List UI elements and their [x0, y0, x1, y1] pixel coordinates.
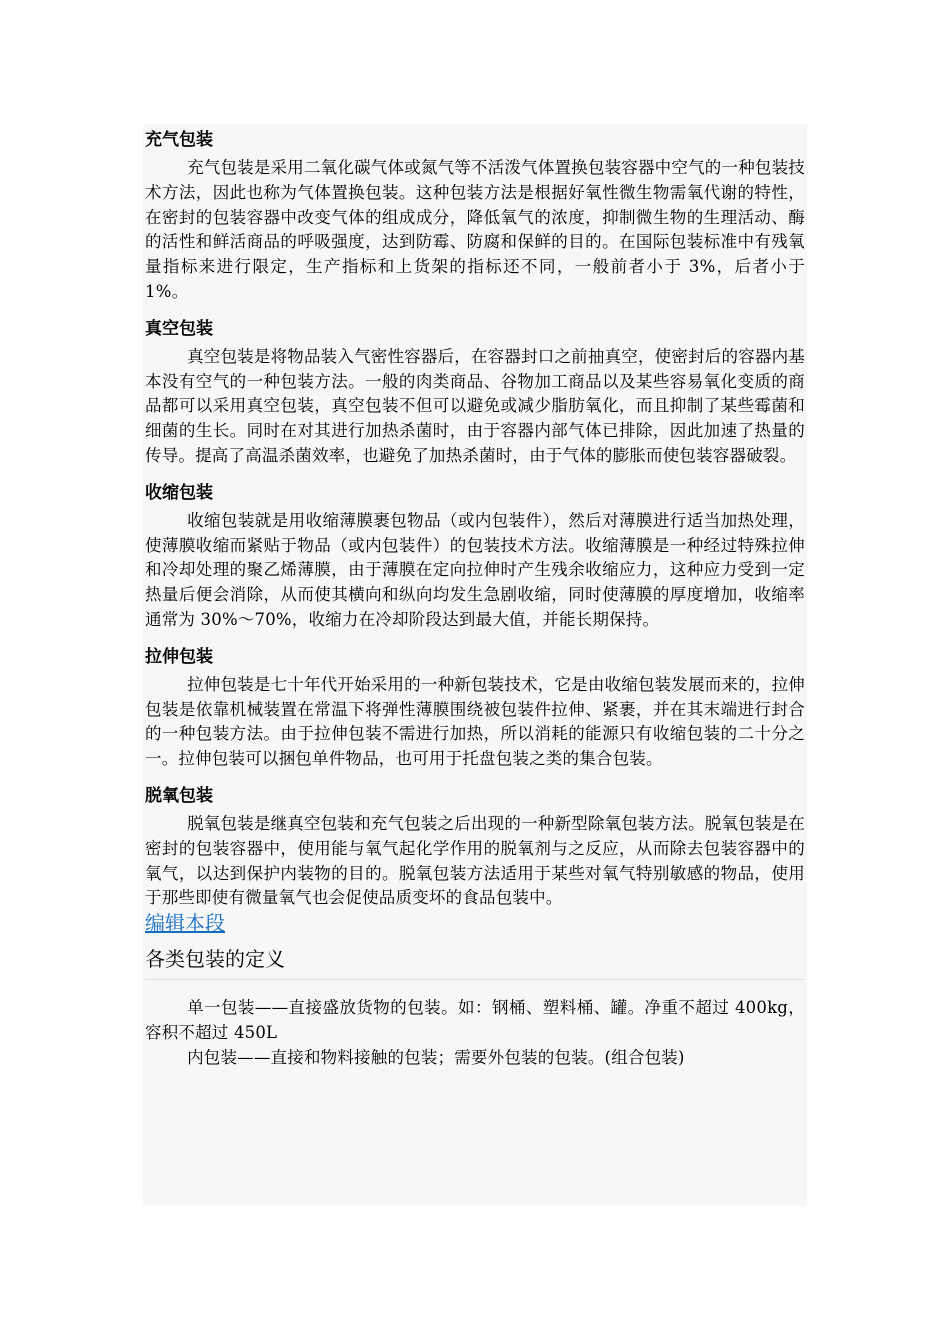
section-heading: 脱氧包装 [145, 785, 213, 806]
section-paragraph: 拉伸包装是七十年代开始采用的一种新包装技术，它是由收缩包装发展而来的，拉伸包装是依靠机械装置在常温下将弹性薄膜围绕被包装件拉伸、紧裹，并在其末端进行封合的一种包装方法。由于拉伸包装不需进行加热，所以消耗的能源只有收缩包装的二十分之一。拉伸包装可以捆包单件物品，也可用于托盘包装之类的集合包装。 [145, 674, 805, 769]
article-content [145, 124, 805, 1071]
section-heading: 充气包装 [145, 130, 213, 150]
section-heading: 收缩包装 [145, 482, 213, 503]
section-paragraph: 脱氧包装是继真空包装和充气包装之后出现的一种新型除氧包装方法。脱氧包装是在密封的包装容器中，使用能与氧气起化学作用的脱氧剂与之反应，从而除去包装容器中的氧气，以达到保护内装物的目的。脱氧包装方法适用于某些对氧气特别敏感的物品，使用于那些即使有微量氧气也会促使品质变坏的食品包装中。 [145, 813, 805, 908]
definitions-list [145, 996, 805, 1070]
section-vacuum [145, 317, 805, 469]
section-paragraph: 收缩包装就是用收缩薄膜裹包物品（或内包装件），然后对薄膜进行适当加热处理，使薄膜收缩而紧贴于物品（或内包装件）的包装技术方法。收缩薄膜是一种经过特殊拉伸和冷却处理的聚乙烯薄膜，由于薄膜在定向拉伸时产生残余收缩应力，这种应力受到一定热量后便会消除，从而使其横向和纵向均发生急剧收缩，同时使薄膜的厚度增加，收缩率通常为 30%～70%，收缩力在冷却阶段达到最大值，并能长期保持。 [145, 510, 805, 629]
edit-section-link[interactable]: 编辑本段 [145, 911, 225, 936]
section-paragraph: 充气包装是采用二氧化碳气体或氮气等不活泼气体置换包装容器中空气的一种包装技术方法，因此也称为气体置换包装。这种包装方法是根据好氧性微生物需氧代谢的特性，在密封的包装容器中改变气体的组成成分，降低氧气的浓度，抑制微生物的生理活动、酶的活性和鲜活商品的呼吸强度，达到防霉、防腐和保鲜的目的。在国际包装标准中有残氧量指标来进行限定，生产指标和上货架的指标还不同，一般前者小于 3%，后者小于 1%。 [145, 158, 805, 301]
definition-item: 内包装——直接和物料接触的包装；需要外包装的包装。(组合包装) [187, 1047, 685, 1067]
section-heading: 真空包装 [145, 318, 213, 339]
definition-item: 单一包装——直接盛放货物的包装。如：钢桶、塑料桶、罐。净重不超过 400kg，容积不超过 450L [145, 998, 805, 1042]
section-shrink [145, 481, 805, 633]
section-heading: 拉伸包装 [145, 646, 213, 667]
section-paragraph: 真空包装是将物品装入气密性容器后，在容器封口之前抽真空，使密封后的容器内基本没有空气的一种包装方法。一般的肉类商品、谷物加工商品以及某些容易氧化变质的商品都可以采用真空包装，真空包装不但可以避免或减少脂肪氧化，而且抑制了某些霉菌和细菌的生长。同时在对其进行加热杀菌时，由于容器内部气体已排除，因此加速了热量的传导。提高了高温杀菌效率，也避免了加热杀菌时，由于气体的膨胀而使包装容器破裂。 [145, 346, 805, 465]
section-stretch [145, 645, 805, 772]
definitions-heading: 各类包装的定义 [145, 945, 805, 980]
section-inflatable [145, 128, 805, 305]
section-deoxygen [145, 784, 805, 911]
